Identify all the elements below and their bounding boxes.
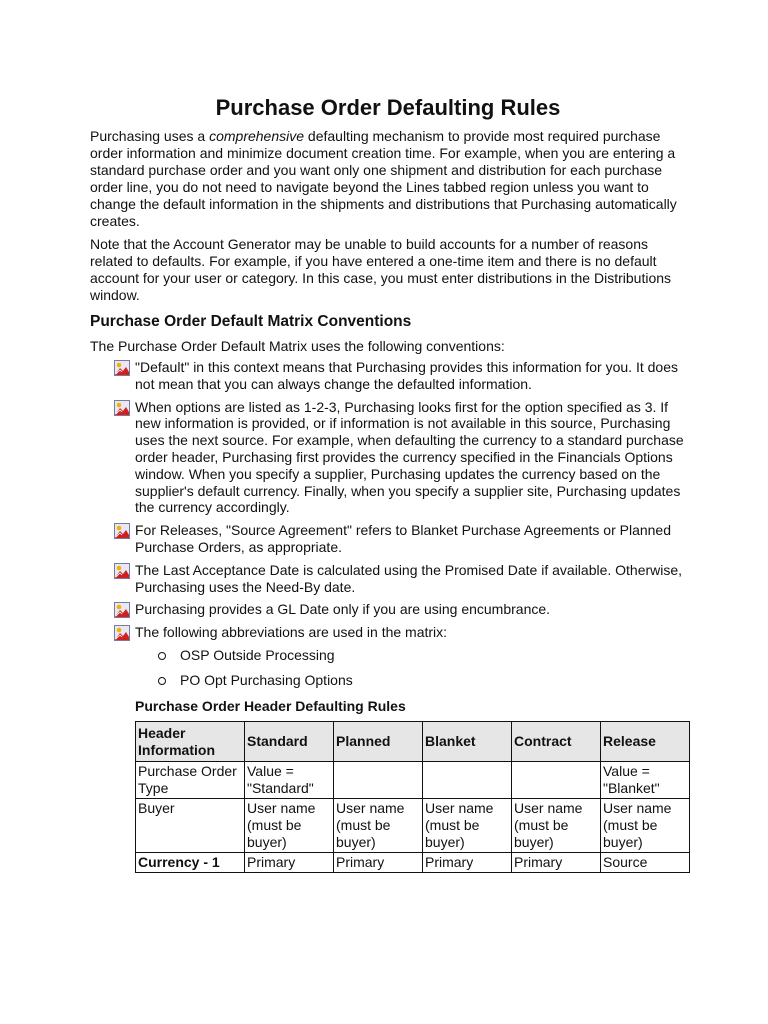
convention-item xyxy=(90,624,690,641)
abbreviation-text: OSP Outside Processing xyxy=(180,646,335,663)
convention-text: When options are listed as 1-2-3, Purchasing looks first for the option specified as 3. If new information is provided, or if information is not available in this source, Purchasing uses the next source. For example, when defaulting the currency to a standard purchase order header, Purchasing first provides the currency specified in the Financials Options window. When you specify a supplier, Purchasing updates the currency based on the supplier's default currency. Finally, when you specify a supplier site, Purchasing updates the currency accordingly. xyxy=(135,398,684,516)
conventions-list xyxy=(90,359,690,641)
table-cell: User name (must be buyer) xyxy=(423,798,512,852)
table-cell: Primary xyxy=(334,852,423,872)
table-cell xyxy=(334,761,423,798)
page-title: Purchase Order Defaulting Rules xyxy=(215,95,561,120)
convention-item xyxy=(90,601,690,618)
abbreviation-item xyxy=(90,672,690,689)
convention-text: "Default" in this context means that Purchasing provides this information for you. It does not mean that you can always change the defaulted information. xyxy=(135,359,678,392)
table-cell: Primary xyxy=(512,852,601,872)
table-header-cell: Blanket xyxy=(423,721,512,761)
table-row xyxy=(136,761,690,798)
table-header-cell: Planned xyxy=(334,721,423,761)
table-cell: Primary xyxy=(423,852,512,872)
row-label-cell: Currency - 1 xyxy=(136,852,245,872)
table-header-cell: Header Information xyxy=(136,721,245,761)
table-cell: Value = "Blanket" xyxy=(601,761,690,798)
section-intro: The Purchase Order Default Matrix uses the following conventions: xyxy=(90,338,505,354)
circle-bullet-icon xyxy=(158,677,166,685)
emphasis-text: comprehensive xyxy=(209,128,305,144)
broken-image-icon xyxy=(114,563,130,579)
broken-image-icon xyxy=(114,625,130,641)
table-cell: User name (must be buyer) xyxy=(245,798,334,852)
table-row xyxy=(136,852,690,872)
abbreviation-text: PO Opt Purchasing Options xyxy=(180,671,353,688)
broken-image-icon xyxy=(114,400,130,416)
table-cell: Primary xyxy=(245,852,334,872)
convention-text: The Last Acceptance Date is calculated using the Promised Date if available. Otherwise, Purchasing uses the Need-By date. xyxy=(135,561,683,595)
note-paragraph: Note that the Account Generator may be unable to build accounts for a number of reasons related to defaults. For example, if you have entered a one-time item and there is no default account for your user or category. In this case, you must enter distributions in the Distributions window. xyxy=(90,236,672,303)
broken-image-icon xyxy=(114,523,130,539)
abbreviations-list xyxy=(90,647,690,689)
convention-text: The following abbreviations are used in the matrix: xyxy=(135,624,448,641)
section-heading: Purchase Order Default Matrix Conventions xyxy=(90,313,412,330)
circle-bullet-icon xyxy=(158,652,166,660)
convention-item xyxy=(90,359,690,393)
convention-item xyxy=(90,562,690,596)
abbreviation-item xyxy=(90,647,690,664)
table-cell xyxy=(512,761,601,798)
document-page xyxy=(90,94,690,873)
convention-text: Purchasing provides a GL Date only if you are using encumbrance. xyxy=(135,601,551,618)
row-label-cell: Buyer xyxy=(136,798,245,852)
broken-image-icon xyxy=(114,360,130,376)
table-body xyxy=(136,761,690,872)
table-cell: User name (must be buyer) xyxy=(512,798,601,852)
convention-text: For Releases, "Source Agreement" refers to Blanket Purchase Agreements or Planned Purchase Orders, as appropriate. xyxy=(135,522,671,555)
table-cell: Value = "Standard" xyxy=(245,761,334,798)
table-cell: User name (must be buyer) xyxy=(601,798,690,852)
table-header-cell: Release xyxy=(601,721,690,761)
row-label-cell: Purchase Order Type xyxy=(136,761,245,798)
table-title: Purchase Order Header Defaulting Rules xyxy=(135,697,406,714)
table-cell: User name (must be buyer) xyxy=(334,798,423,852)
table-header-row xyxy=(136,721,690,761)
defaulting-rules-table xyxy=(135,721,690,873)
table-header-cell: Contract xyxy=(512,721,601,761)
broken-image-icon xyxy=(114,602,130,618)
intro-paragraph: Purchasing uses a comprehensive defaulting mechanism to provide most required purchase order information and minimize document creation time. For example, when you are entering a standard purchase order and you want only one shipment and distribution for each purchase order line, you do not need to navigate beyond the Lines tabbed region unless you want to change the default information in the shipments and distributions that Purchasing automatically creates. xyxy=(90,128,677,229)
table-cell: Source xyxy=(601,852,690,872)
table-row xyxy=(136,798,690,852)
convention-item xyxy=(90,399,690,517)
table-header-cell: Standard xyxy=(245,721,334,761)
table-cell xyxy=(423,761,512,798)
convention-item xyxy=(90,522,690,556)
